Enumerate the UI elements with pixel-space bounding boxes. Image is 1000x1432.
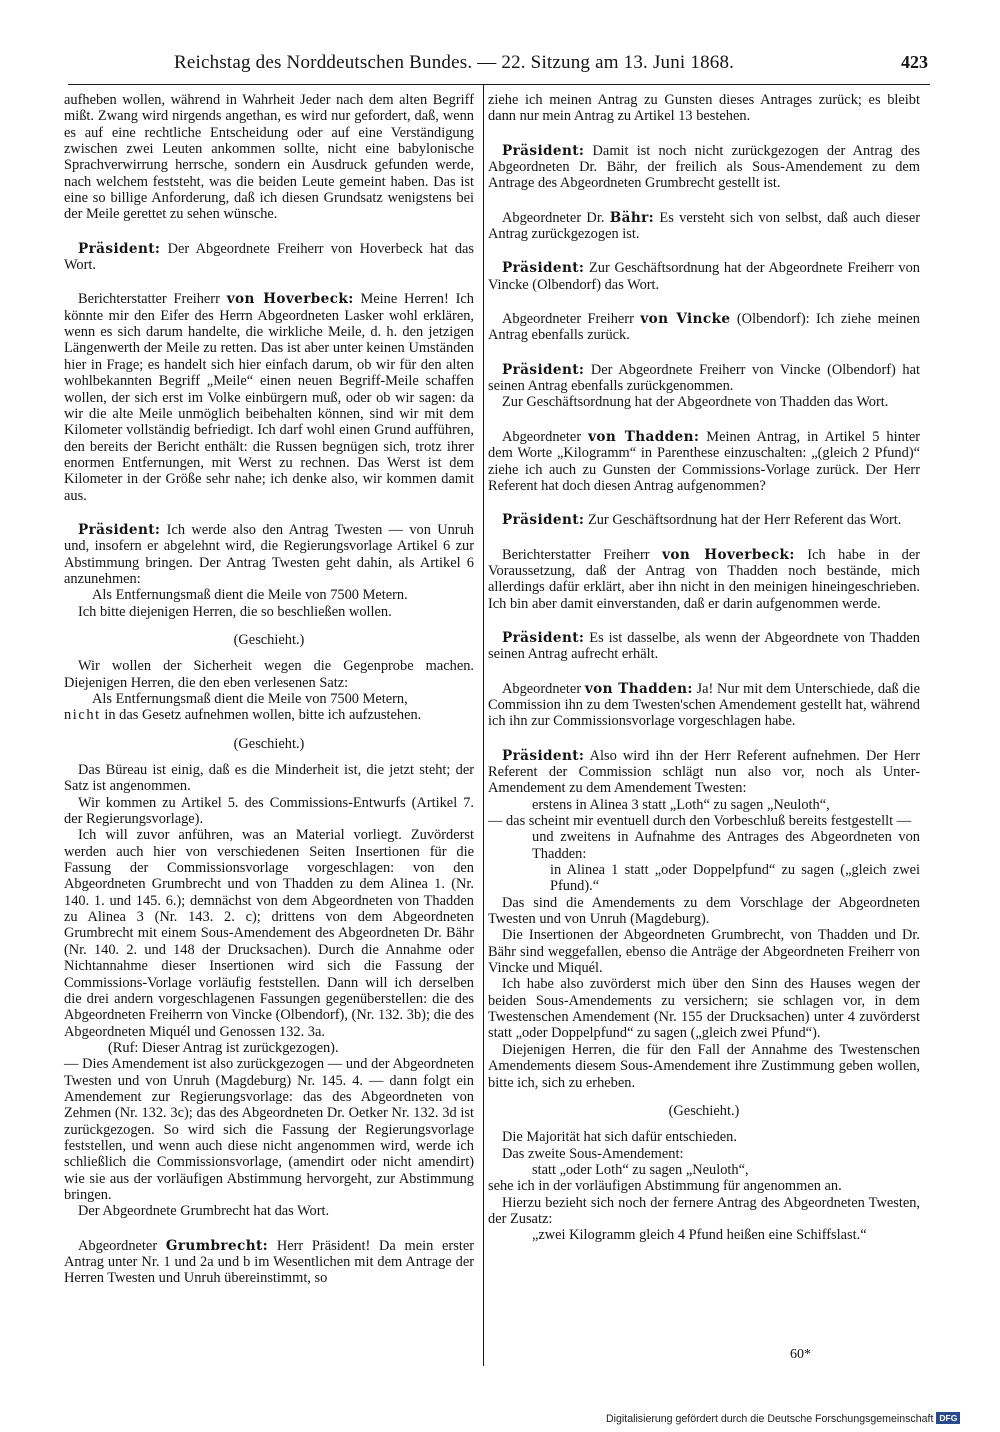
paragraph: ziehe ich meinen Antrag zu Gunsten dieses Antrages zurück; es bleibt dann nur mein Antrag zu Artikel 13 bestehen.: [488, 92, 920, 125]
paragraph: [488, 210, 920, 243]
quoted-motion: „zwei Kilogramm gleich 4 Pfund heißen eine Schiffslast.“: [532, 1227, 867, 1244]
paragraph: [64, 707, 474, 723]
speaker-title: Abgeordneter Dr.: [502, 209, 610, 226]
speaker-name: Bähr:: [609, 209, 655, 226]
paragraph: — das scheint mir eventuell durch den Vorbeschluß bereits festgestellt —: [488, 813, 912, 829]
left-column: [64, 92, 474, 1287]
paragraph: Zur Geschäftsordnung hat der Abgeordnete von Thadden das Wort.: [502, 394, 889, 411]
speaker-title: Abgeordneter: [78, 1237, 166, 1254]
paragraph: Ich will zuvor anführen, was an Material vorliegt. Zuvörderst werden auch hier von verschiedenen Seiten Insertionen für die Fassung der Commissionsvorlage vorgeschlagen: von den Abgeordneten Grumbrecht und von Thadden zu dem Alinea 1. (Nr. 140. 1. und 145. 6.); demnächst von dem Abgeordneten von Thadden zu Alinea 3 (Nr. 143. 2. c); drittens von dem Abgeordneten Grumbrecht mit einem Sous-Amendement des Abgeordneten Dr. Bähr (Nr. 140. 2. und 148 der Drucksachen). Durch die Annahme oder Nichtannahme dieser Insertionen wird sich die Fassung der Commissions-Vorlage vorläufig feststellen. Dann will ich derselben die drei andern vorgeschlagenen Fassungen gegenüberstellen: die des Abgeordneten Freiherrn von Vincke (Olbendorf), (Nr. 132. 3b); die des Abgeordneten Miquél und Genossen 132. 3a.: [64, 827, 474, 1040]
speech-text: Ich werde also den Antrag Twesten — von Unruh und, insofern er abgelehnt wird, die Regierungsvorlage Artikel 6 zur Abstimmung bringen. Der Antrag Twesten geht dahin, als Artikel 6 anzunehmen:: [64, 521, 474, 587]
paragraph: Das zweite Sous-Amendement:: [502, 1145, 684, 1162]
speaker-name: Präsident:: [78, 240, 161, 257]
paragraph: [488, 311, 920, 344]
footer-text: Digitalisierung gefördert durch die Deutsche Forschungsgemeinschaft: [606, 1413, 934, 1425]
speech-text: Also wird ihn der Herr Referent aufnehmen. Der Herr Referent der Commission schlägt nun also vor, noch als Unter-Amendement zu dem Amendement Twesten:: [488, 747, 920, 797]
paragraph: Ich bitte diejenigen Herren, die so beschließen wollen.: [78, 603, 392, 620]
speaker-name: Präsident:: [502, 142, 585, 159]
paragraph: Die Insertionen der Abgeordneten Grumbrecht, von Thadden und Dr. Bähr sind weggefallen, ebenso die Anträge der Abgeordneten Freiherr von Vincke und Miquél.: [488, 927, 920, 977]
paragraph: [488, 429, 920, 494]
stage-direction: (Geschieht.): [233, 735, 305, 752]
signature-mark: 60*: [790, 1347, 811, 1362]
paragraph: [488, 748, 920, 797]
paragraph: [488, 681, 920, 730]
paragraph: — Dies Amendement ist also zurückgezogen — und der Abgeordneten Twesten und von Unruh (Magdeburg) Nr. 145. 4. — dann folgt ein Amendement zur Regierungsvorlage: das des Abgeordneten von Zehmen (Nr. 132. 3c); das des Abgeordneten Dr. Oetker Nr. 132. 3d ist zurückgezogen. So wird sich die Fassung der Regierungsvorlage feststellen, und wenn auch diese nicht angenommen wird, werde ich schließlich die Commissionsvorlage, (amendirt oder nicht amendirt) wie sie aus der vorläufigen Abstimmung hervorgeht, zur Abstimmung bringen.: [64, 1056, 474, 1203]
paragraph: [64, 291, 474, 503]
speaker-title: Berichterstatter Freiherr: [78, 291, 227, 308]
stage-direction: (Geschieht.): [668, 1102, 740, 1119]
paragraph: [488, 547, 920, 612]
speaker-name: von Thadden:: [584, 680, 693, 697]
speech-text: Herr Präsident! Da mein erster Antrag unter Nr. 1 und 2a und b im Wesentlichen mit dem Antrage der Herren Twesten und Unruh übereinstimmt, so: [64, 1237, 474, 1287]
paragraph: Wir kommen zu Artikel 5. des Commissions-Entwurfs (Artikel 7. der Regierungsvorlage).: [64, 794, 474, 828]
speech-text: Es ist dasselbe, als wenn der Abgeordnete von Thadden seinen Antrag aufrecht erhält.: [488, 629, 920, 663]
speech-text: Es versteht sich von selbst, daß auch dieser Antrag zurückgezogen ist.: [488, 209, 920, 243]
emphasis: nicht: [64, 707, 101, 724]
speaker-title: Abgeordneter: [502, 428, 589, 445]
speech-text: Ich habe in der Voraussetzung, daß der Antrag von Thadden noch bestände, mich allerdings dafür erklärt, aber ihn nicht in den meinigen hineingeschrieben. Ich bin aber damit einverstanden, daß er darin aufgenommen werde.: [488, 546, 920, 612]
quoted-motion: in Alinea 1 statt „oder Doppelpfund“ zu sagen („gleich zwei Pfund).“: [550, 862, 920, 895]
paragraph: [488, 512, 920, 528]
paragraph: Wir wollen der Sicherheit wegen die Gegenprobe machen. Diejenigen Herren, die den eben verlesenen Satz:: [64, 658, 474, 691]
paragraph: [488, 630, 920, 663]
paragraph: [64, 1238, 474, 1287]
speaker-title: Abgeordneter Freiherr: [502, 311, 641, 328]
column-divider: [483, 84, 484, 1366]
speech-text: Zur Geschäftsordnung hat der Herr Referent das Wort.: [584, 512, 902, 529]
quoted-motion: Als Entfernungsmaß dient die Meile von 7500 Metern.: [92, 587, 408, 604]
paragraph: [64, 241, 474, 274]
dfg-logo: DFG: [936, 1412, 960, 1424]
speaker-name: Präsident:: [502, 512, 585, 529]
speaker-title: Berichterstatter Freiherr: [502, 546, 663, 563]
speaker-name: Präsident:: [502, 260, 585, 277]
speaker-name: Grumbrecht:: [165, 1237, 269, 1254]
paragraph: Die Majorität hat sich dafür entschieden.: [502, 1129, 737, 1146]
speaker-name: von Thadden:: [588, 428, 700, 445]
paragraph: Diejenigen Herren, die für den Fall der Annahme des Twestenschen Amendements diesem Sous-Amendement ihre Zustimmung geben wollen, bitte ich, sich zu erheben.: [488, 1041, 920, 1091]
paragraph: Hierzu bezieht sich noch der fernere Antrag des Abgeordneten Twesten, der Zusatz:: [488, 1194, 920, 1227]
speech-text: Meine Herren! Ich könnte mir den Eifer des Herrn Abgeordneten Lasker wohl erklären, wenn es sich darum handelte, die wirkliche Meile, d. h. den jetzigen Längenwerth der Meile zu retten. Das ist aber unter keinen Umständen hier in Frage; es handelt sich hier einfach darum, ob wir für den alten wohlbekannten Begriff „Meile“ einen neuen Begriff-Meile schaffen wollen, der sich erst im Volke einbürgern muß, oder ob wir sagen: da wir die alte Meile unmöglich beibehalten können, sind wir mit dem Kilometer vollständig befriedigt. Ich darf wohl einen Grund aufführen, den bereits der Bericht enthält: die Russen begnügen sich, trotz ihrer enormen Entfernungen, mit Werst zu rechnen. Das Werst ist dem Kilometer in der Größe sehr nahe; ich denke also, wir kommen damit aus.: [64, 291, 474, 504]
speaker-name: Präsident:: [502, 629, 585, 646]
paragraph: Das sind die Amendements zu dem Vorschlage der Abgeordneten Twesten und von Unruh (Magdeburg).: [488, 894, 920, 928]
speaker-name: von Hoverbeck:: [662, 546, 795, 563]
paragraph: [488, 143, 920, 192]
speech-text: Zur Geschäftsordnung hat der Abgeordnete Freiherr von Vincke (Olbendorf) das Wort.: [488, 260, 920, 293]
speaker-name: von Hoverbeck:: [226, 291, 354, 308]
speech-text: Damit ist noch nicht zurückgezogen der Antrag des Abgeordneten Dr. Bähr, der freilich als Sous-Amendement zu dem Antrage des Abgeordneten Grumbrecht gestellt ist.: [488, 142, 920, 192]
paragraph: sehe ich in der vorläufigen Abstimmung für angenommen an.: [488, 1178, 842, 1195]
paragraph: [488, 362, 920, 395]
paragraph: Ich habe also zuvörderst mich über den Sinn des Hauses wegen der beiden Sous-Amendements zu versichern; sie schlagen vor, in dem Twestenschen Amendement (Nr. 155 der Drucksachen) unter 4 zuvörderst statt „oder Doppelpfund“ zu sagen („gleich zwei Pfund“).: [488, 976, 920, 1042]
header-rule: [68, 84, 930, 85]
speech-text: (Olbendorf): Ich ziehe meinen Antrag ebenfalls zurück.: [488, 311, 920, 344]
quoted-motion: Als Entfernungsmaß dient die Meile von 7500 Metern,: [92, 691, 408, 707]
speech-text: Der Abgeordnete Freiherr von Hoverbeck hat das Wort.: [64, 240, 474, 274]
speech-text: Der Abgeordnete Freiherr von Vincke (Olbendorf) hat seinen Antrag ebenfalls zurückgenommen.: [488, 361, 920, 395]
paragraph: Das Büreau ist einig, daß es die Minderheit ist, die jetzt steht; der Satz ist angenommen.: [64, 762, 474, 795]
speaker-name: von Vincke: [640, 311, 731, 328]
running-header: [68, 50, 928, 76]
paragraph: [64, 522, 474, 587]
paragraph: aufheben wollen, während in Wahrheit Jeder nach dem alten Begriff mißt. Zwang wird nirgends angethan, es wird nur gefordert, daß, wenn es auf eine rechtliche Entscheidung oder auf eine Verständigung zwischen zwei Leuten ankommen sollte, nicht eine babylonische Sprachverwirrung herrsche, sondern ein Ausdruck gefunden werde, nach welchem feststeht, was die beiden Leute gemeint haben. Das ist eine so billige Anforderung, daß ich diesen Grundsatz wenigstens bei der Meile gerettet zu sehen wünsche.: [64, 92, 474, 223]
speaker-name: Präsident:: [78, 521, 161, 538]
paragraph: Der Abgeordnete Grumbrecht hat das Wort.: [78, 1203, 330, 1220]
speaker-name: Präsident:: [502, 747, 585, 764]
quoted-motion: erstens in Alinea 3 statt „Loth“ zu sagen „Neuloth“,: [532, 796, 830, 813]
right-column: [488, 92, 920, 1244]
digitization-footer: [606, 1412, 988, 1425]
quoted-motion: statt „oder Loth“ zu sagen „Neuloth“,: [532, 1161, 749, 1178]
header-title: Reichstag des Norddeutschen Bundes. — 22. Sitzung am 13. Juni 1868.: [174, 52, 735, 73]
speech-text: Ja! Nur mit dem Unterschiede, daß die Commission ihn zu dem Twesten'schen Amendement gestellt hat, während ich ihn zur Commissionsvorlage vorgeschlagen habe.: [488, 680, 921, 730]
speech-text: in das Gesetz aufnehmen wollen, bitte ich aufzustehen.: [100, 707, 422, 724]
speech-text: Meinen Antrag, in Artikel 5 hinter dem Worte „Kilogramm“ in Parenthese einzuschalten: „(gleich 2 Pfund)“ ziehe ich auch zu Gunsten der Commissions-Vorlage zurück. Der Herr Referent hat doch diesen Antrag aufgenommen?: [488, 428, 921, 494]
quoted-motion: und zweitens in Aufnahme des Antrages des Abgeordneten von Thadden:: [532, 829, 920, 862]
speaker-title: Abgeordneter: [502, 680, 585, 697]
interjection: (Ruf: Dieser Antrag ist zurückgezogen).: [108, 1039, 339, 1056]
paragraph: [488, 260, 920, 293]
speaker-name: Präsident:: [502, 361, 585, 378]
page-number: 423: [901, 52, 928, 72]
stage-direction: (Geschieht.): [233, 631, 305, 648]
